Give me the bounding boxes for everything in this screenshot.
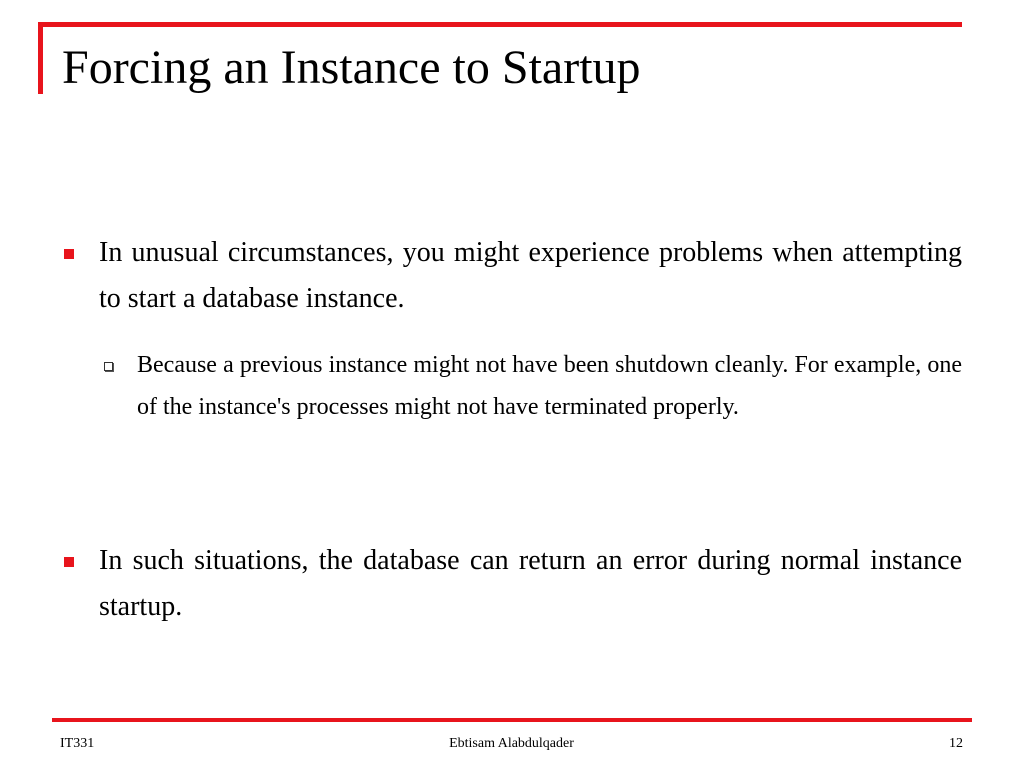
hollow-square-bullet-icon <box>104 362 113 371</box>
bullet-item-1 <box>62 230 962 322</box>
sub-bullet-text-1: Because a previous instance might not have been shutdown cleanly. For example, one of the instance's processes might not have terminated properly. <box>137 352 962 420</box>
filled-square-bullet-icon <box>64 249 74 259</box>
title-accent-top-bar <box>38 22 962 27</box>
sub-bullet-item-1 <box>100 344 962 428</box>
slide-title: Forcing an Instance to Startup <box>62 41 641 94</box>
bullet-text-2: In such situations, the database can return an error during normal instance startup. <box>99 545 962 622</box>
footer-author: Ebtisam Alabdulqader <box>449 736 574 751</box>
bullet-text-1: In unusual circumstances, you might experience problems when attempting to start a database instance. <box>99 237 962 314</box>
footer-page-number: 12 <box>949 736 963 751</box>
filled-square-bullet-icon <box>64 557 74 567</box>
title-accent-left-bar <box>38 22 43 94</box>
footer-course-code: IT331 <box>60 736 95 751</box>
bullet-item-2 <box>62 538 962 630</box>
footer-divider <box>52 718 972 722</box>
